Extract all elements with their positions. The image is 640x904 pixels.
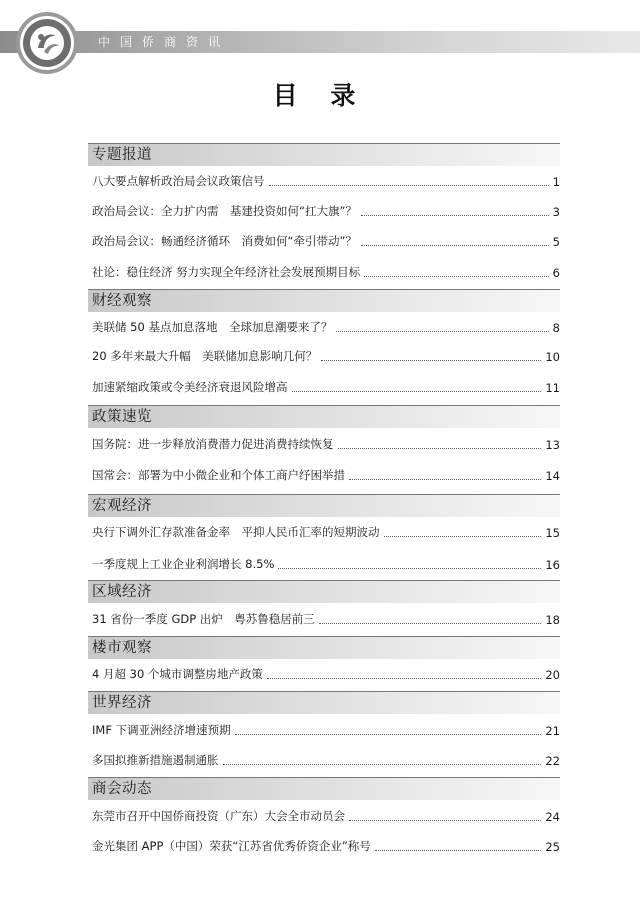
dot-leader: [338, 448, 542, 449]
toc-entry[interactable]: 加速紧缩政策或令美经济衰退风险增高 11: [92, 380, 560, 395]
dot-leader: [235, 734, 542, 735]
logo-icon: [14, 10, 80, 76]
dot-leader: [319, 623, 542, 624]
toc-entry[interactable]: 美联储 50 基点加息落地 全球加息潮要来了？ 8: [92, 320, 560, 335]
toc-entry[interactable]: 金光集团 APP（中国）荣获“江苏省优秀侨资企业”称号 25: [92, 839, 560, 854]
dot-leader: [321, 360, 541, 361]
section-heading: 商会动态: [88, 777, 560, 800]
section-heading: 宏观经济: [88, 494, 560, 517]
dot-leader: [267, 678, 541, 679]
dot-leader: [349, 820, 541, 821]
dot-leader: [361, 215, 549, 216]
dot-leader: [375, 850, 542, 851]
toc-entry[interactable]: 政治局会议：畅通经济循环 消费如何“牵引带动”？ 5: [92, 234, 560, 249]
toc-entry[interactable]: 31 省份一季度 GDP 出炉 粤苏鲁稳居前三 18: [92, 612, 560, 627]
section-heading: 世界经济: [88, 691, 560, 714]
header-bar: [0, 31, 640, 53]
toc-entry[interactable]: 一季度规上工业企业利润增长 8.5% 16: [92, 557, 560, 572]
dot-leader: [361, 245, 549, 246]
toc-entry[interactable]: 多国拟推新措施遏制通胀 22: [92, 753, 560, 768]
header-title: 中国侨商资讯: [98, 35, 231, 49]
toc-entry[interactable]: IMF 下调亚洲经济增速预期 21: [92, 723, 560, 738]
dot-leader: [336, 331, 548, 332]
dot-leader: [278, 568, 541, 569]
toc-entry[interactable]: 国常会：部署为中小微企业和个体工商户纾困举措 14: [92, 468, 560, 483]
dot-leader: [292, 391, 542, 392]
section-heading: 专题报道: [88, 143, 560, 166]
dot-leader: [223, 764, 542, 765]
section-heading: 楼市观察: [88, 636, 560, 659]
dot-leader: [269, 185, 549, 186]
section-heading: 区域经济: [88, 580, 560, 603]
toc-entry[interactable]: 东莞市召开中国侨商投资（广东）大会全市动员会 24: [92, 809, 560, 824]
page-title: 目 录: [272, 81, 368, 110]
section-heading: 政策速览: [88, 405, 560, 428]
toc-entry[interactable]: 4 月超 30 个城市调整房地产政策 20: [92, 667, 560, 682]
dot-leader: [384, 536, 542, 537]
dot-leader: [349, 479, 541, 480]
toc-entry[interactable]: 20 多年来最大升幅 美联储加息影响几何？ 10: [92, 349, 560, 364]
dot-leader: [364, 276, 549, 277]
section-heading: 财经观察: [88, 289, 560, 312]
toc-entry[interactable]: 社论：稳住经济 努力实现全年经济社会发展预期目标 6: [92, 265, 560, 280]
toc-entry[interactable]: 央行下调外汇存款准备金率 平抑人民币汇率的短期波动 15: [92, 525, 560, 540]
toc-entry[interactable]: 政治局会议：全力扩内需 基建投资如何“扛大旗”？ 3: [92, 204, 560, 219]
toc-entry[interactable]: 国务院：进一步释放消费潜力促进消费持续恢复 13: [92, 437, 560, 452]
toc-entry[interactable]: 八大要点解析政治局会议政策信号 1: [92, 174, 560, 189]
